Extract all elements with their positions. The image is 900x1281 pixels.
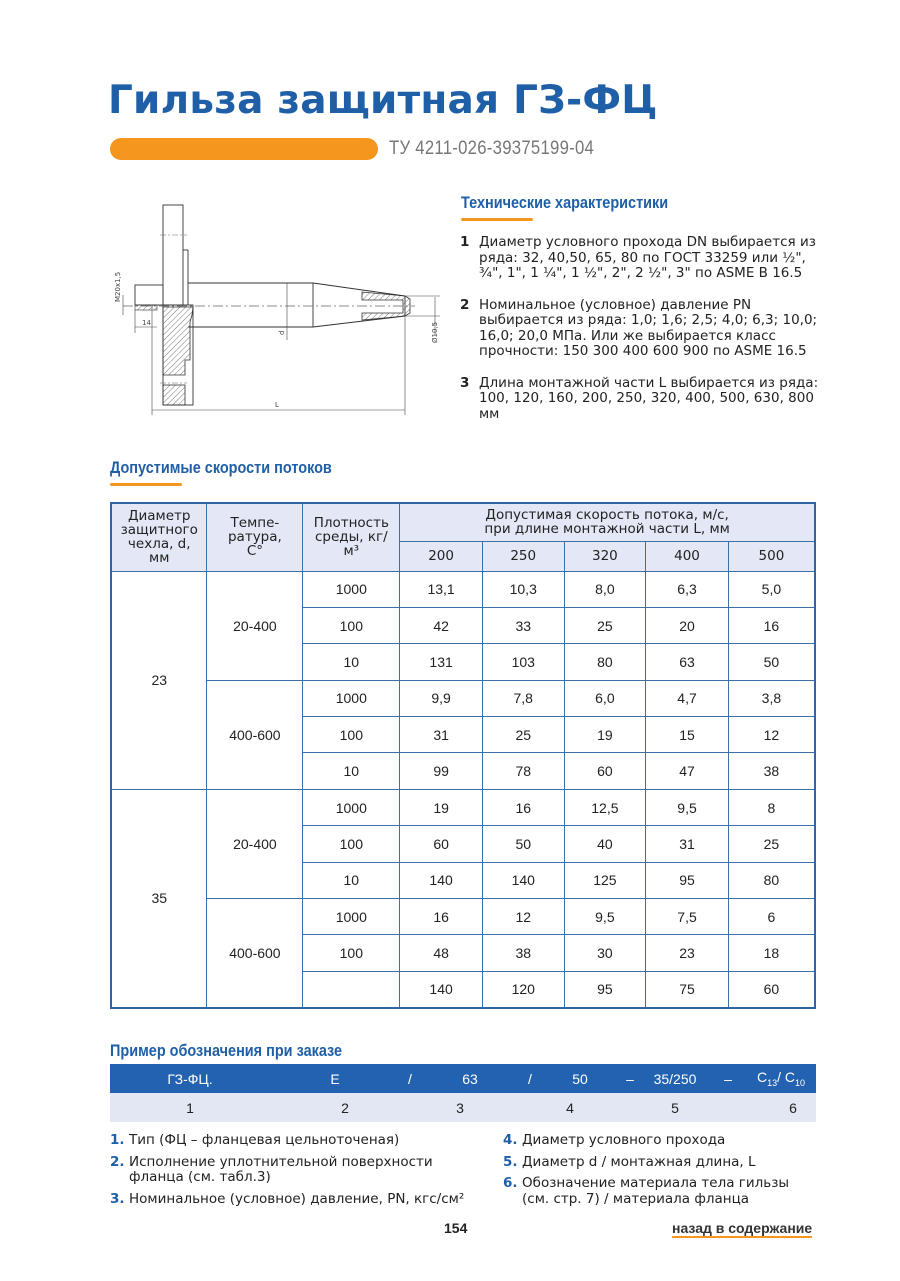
speed-cell: 4,7: [646, 680, 729, 716]
density-cell: 10: [303, 753, 400, 789]
order-code-type: ГЗ-ФЦ.: [167, 1070, 213, 1087]
flow-speed-table: [110, 502, 816, 1009]
legend-item: [503, 1133, 813, 1149]
legend-item: [110, 1155, 480, 1186]
temperature-cell: 400-600: [207, 680, 303, 789]
legend-text: Тип (ФЦ – фланцевая цельноточеная): [129, 1132, 400, 1148]
speed-cell: 3,8: [728, 680, 815, 716]
speed-cell: 20: [646, 607, 729, 643]
speed-cell: 60: [400, 826, 483, 862]
speed-cell: 38: [482, 935, 564, 971]
density-cell: 100: [303, 717, 400, 753]
speed-cell: 6: [728, 899, 815, 935]
speed-cell: 140: [400, 862, 483, 898]
tech-item: [460, 235, 830, 282]
legend-item: [110, 1192, 480, 1208]
speed-cell: 7,5: [646, 899, 729, 935]
temperature-cell: 20-400: [207, 571, 303, 680]
speed-cell: 19: [400, 789, 483, 825]
tech-item-number: 3: [460, 374, 470, 391]
back-to-contents-link[interactable]: назад в содержание: [672, 1220, 813, 1236]
order-index: 5: [671, 1099, 679, 1116]
material-a-sub: 13: [767, 1077, 778, 1088]
speed-cell: 80: [564, 644, 646, 680]
speed-cell: 9,5: [646, 789, 729, 825]
header-length: 500: [728, 541, 815, 571]
order-code-sep: /: [528, 1070, 532, 1087]
page-title: Гильза защитная ГЗ-ФЦ: [108, 78, 658, 123]
legend-item: [503, 1176, 813, 1207]
speed-cell: 95: [564, 971, 646, 1007]
speed-cell: 131: [400, 644, 483, 680]
speed-cell: 75: [646, 971, 729, 1007]
legend-number: 3.: [110, 1190, 125, 1207]
table-row: [111, 899, 815, 935]
density-cell: 1000: [303, 680, 400, 716]
material-b: C: [784, 1069, 796, 1086]
header-length: 200: [400, 541, 483, 571]
density-cell: 100: [303, 935, 400, 971]
speed-cell: 23: [646, 935, 729, 971]
speed-cell: 31: [646, 826, 729, 862]
speed-cell: 33: [482, 607, 564, 643]
header-temperature: Темпе-ратура, С°: [207, 503, 303, 571]
order-code-sep: /: [408, 1070, 412, 1087]
table-row: [111, 571, 815, 607]
legend-number: 4.: [503, 1132, 518, 1148]
flow-heading: Допустимые скорости потоков: [110, 458, 332, 477]
tech-item-number: 1: [460, 234, 470, 250]
order-code-pressure: 63: [462, 1070, 478, 1087]
header-length: 250: [482, 541, 564, 571]
speed-cell: 125: [564, 862, 646, 898]
speed-cell: 25: [482, 717, 564, 753]
flow-heading-underline: [110, 483, 182, 486]
order-legend-right: [503, 1133, 813, 1213]
order-index: 1: [186, 1099, 194, 1116]
legend-text: Диаметр d / монтажная длина, L: [522, 1153, 756, 1170]
speed-cell: 13,1: [400, 571, 483, 607]
legend-text: Диаметр условного прохода: [522, 1132, 726, 1148]
speed-cell: 50: [728, 644, 815, 680]
order-code-row: [110, 1064, 816, 1093]
legend-text: Исполнение уплотнительной поверхности фланца (см. табл.3): [129, 1153, 433, 1185]
dim-14-label: 14: [142, 319, 151, 327]
speed-cell: 16: [728, 607, 815, 643]
legend-item: [503, 1155, 813, 1171]
speed-cell: 9,5: [564, 899, 646, 935]
speed-cell: 12: [728, 717, 815, 753]
density-cell: 1000: [303, 899, 400, 935]
header-diameter: Диаметр защитного чехла, d, мм: [111, 503, 207, 571]
speed-cell: 103: [482, 644, 564, 680]
density-cell: 1000: [303, 789, 400, 825]
speed-cell: 60: [564, 753, 646, 789]
tech-heading-underline: [461, 218, 533, 221]
order-index: 4: [566, 1099, 574, 1116]
speed-cell: 47: [646, 753, 729, 789]
thread-label: M20x1,5: [114, 271, 122, 302]
speed-cell: 48: [400, 935, 483, 971]
speed-cell: 10,3: [482, 571, 564, 607]
spec-code: ТУ 4211-026-39375199-04: [389, 138, 595, 159]
page-number: 154: [444, 1220, 468, 1236]
header-speed: Допустимая скорость потока, м/с, при длине монтажной части L, мм: [400, 503, 815, 541]
table-row: [111, 680, 815, 716]
speed-cell: 8: [728, 789, 815, 825]
speed-cell: 12,5: [564, 789, 646, 825]
material-a: C: [756, 1069, 768, 1086]
tech-item: [460, 298, 830, 360]
material-b-sub: 10: [795, 1077, 806, 1088]
speed-cell: 50: [482, 826, 564, 862]
density-cell: 100: [303, 826, 400, 862]
speed-cell: 120: [482, 971, 564, 1007]
speed-cell: 15: [646, 717, 729, 753]
speed-cell: 42: [400, 607, 483, 643]
speed-cell: 95: [646, 862, 729, 898]
order-code-dn: 50: [572, 1070, 588, 1087]
header-density: Плотность среды, кг/м³: [303, 503, 400, 571]
density-cell: 100: [303, 607, 400, 643]
speed-cell: 78: [482, 753, 564, 789]
speed-cell: 16: [482, 789, 564, 825]
tech-list: [460, 235, 830, 438]
legend-text: Обозначение материала тела гильзы (см. стр. 7) / материала фланца: [522, 1175, 790, 1207]
legend-text: Номинальное (условное) давление, PN, кгс/см²: [129, 1190, 465, 1207]
technical-drawing: [105, 195, 445, 440]
speed-cell: 31: [400, 717, 483, 753]
order-code-sep: –: [626, 1070, 634, 1087]
speed-cell: 38: [728, 753, 815, 789]
tech-item: [460, 376, 830, 423]
speed-cell: 6,0: [564, 680, 646, 716]
order-code-dim: 35/250: [653, 1070, 697, 1087]
order-code-material: [746, 1069, 816, 1088]
order-index: 2: [341, 1099, 349, 1116]
speed-cell: 140: [482, 862, 564, 898]
table-row: [111, 789, 815, 825]
speed-cell: 12: [482, 899, 564, 935]
order-code-seal: E: [330, 1070, 340, 1087]
tip-diameter-label: Ø10,5: [431, 321, 439, 343]
speed-cell: 6,3: [646, 571, 729, 607]
density-cell: 1000: [303, 571, 400, 607]
speed-cell: 25: [564, 607, 646, 643]
speed-cell: 18: [728, 935, 815, 971]
speed-cell: 30: [564, 935, 646, 971]
tech-item-text: Длина монтажной части L выбирается из ряда: 100, 120, 160, 200, 250, 320, 400, 500, 630, 800 мм: [479, 374, 819, 422]
speed-cell: 16: [400, 899, 483, 935]
speed-cell: 25: [728, 826, 815, 862]
length-L-label: L: [275, 401, 279, 409]
speed-cell: 60: [728, 971, 815, 1007]
header-length: 400: [646, 541, 729, 571]
order-legend-left: [110, 1133, 480, 1213]
density-cell: 10: [303, 644, 400, 680]
temperature-cell: 400-600: [207, 899, 303, 1008]
legend-number: 1.: [110, 1132, 125, 1148]
diameter-cell: 23: [111, 571, 207, 789]
legend-number: 2.: [110, 1153, 125, 1170]
legend-number: 5.: [503, 1153, 518, 1170]
tech-item-text: Диаметр условного прохода DN выбирается из ряда: 32, 40,50, 65, 80 по ГОСТ 33259 или ½", ¾", 1", 1 ¼", 1 ½", 2", 2 ½", 3" по ASME B 16.5: [479, 234, 816, 281]
speed-cell: 40: [564, 826, 646, 862]
material-sep: /: [777, 1069, 785, 1086]
speed-cell: 9,9: [400, 680, 483, 716]
order-heading: Пример обозначения при заказе: [110, 1041, 343, 1060]
density-cell: 10: [303, 862, 400, 898]
speed-cell: 99: [400, 753, 483, 789]
speed-cell: 7,8: [482, 680, 564, 716]
header-length: 320: [564, 541, 646, 571]
speed-cell: 8,0: [564, 571, 646, 607]
speed-cell: 5,0: [728, 571, 815, 607]
legend-item: [110, 1133, 480, 1149]
order-index: 3: [456, 1099, 464, 1116]
order-example: [110, 1064, 816, 1122]
speed-cell: 140: [400, 971, 483, 1007]
diameter-d-label: d: [278, 330, 286, 335]
speed-cell: 63: [646, 644, 729, 680]
order-index-row: [110, 1093, 816, 1122]
diameter-cell: 35: [111, 789, 207, 1007]
density-cell: [303, 971, 400, 1007]
speed-cell: 19: [564, 717, 646, 753]
tech-heading: Технические характеристики: [461, 193, 669, 212]
order-index: 6: [789, 1099, 797, 1116]
order-code-sep: –: [724, 1070, 732, 1087]
tech-item-text: Номинальное (условное) давление PN выбирается из ряда: 1,0; 1,6; 2,5; 4,0; 6,3; 10,0; 16,0; 20,0 МПа. Или же выбирается класс прочности: 150 300 400 600 900 по ASME 16.5: [479, 296, 818, 359]
title-accent-bar: [110, 138, 378, 160]
tech-item-number: 2: [460, 296, 470, 313]
speed-cell: 80: [728, 862, 815, 898]
legend-number: 6.: [503, 1175, 518, 1191]
temperature-cell: 20-400: [207, 789, 303, 898]
